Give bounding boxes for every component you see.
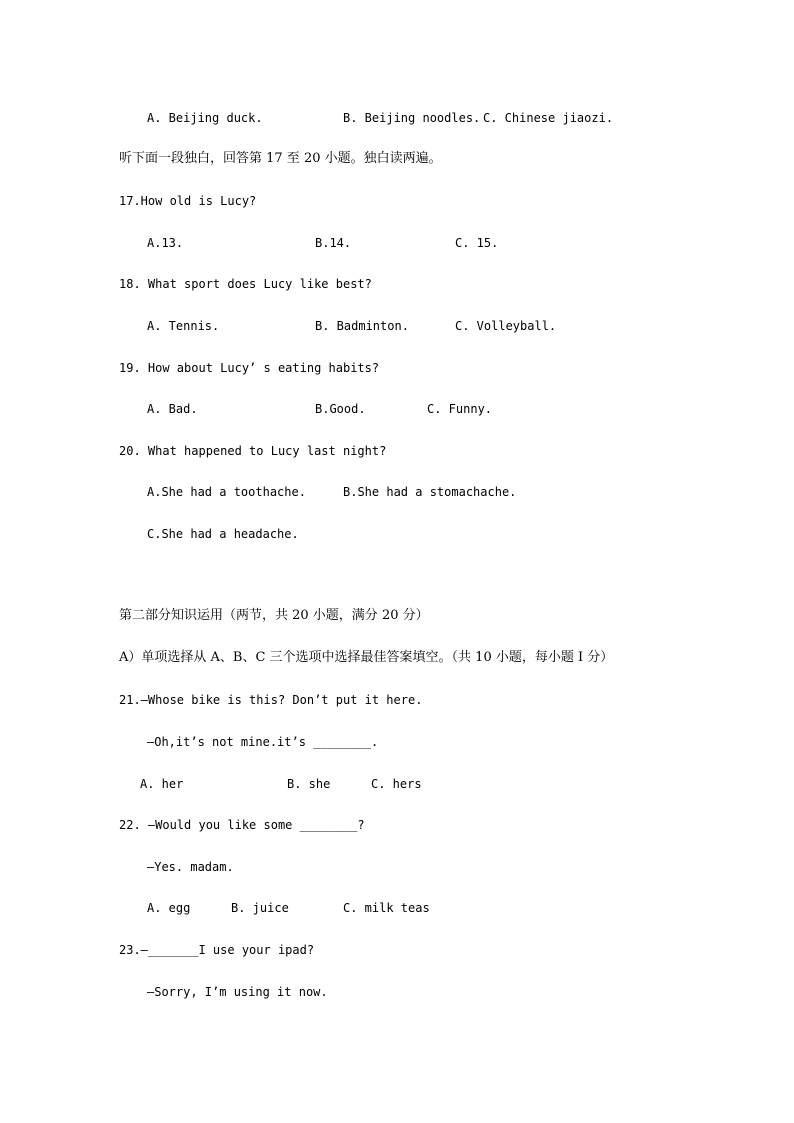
q21-option-a: A. her: [140, 777, 184, 791]
q18-stem: 18. What sport does Lucy like best?: [119, 277, 372, 291]
q22-option-c: C. milk teas: [343, 901, 430, 915]
q21-option-b: B. she: [287, 777, 331, 791]
q16-option-b: B. Beijing noodles.: [343, 111, 481, 125]
q20-stem: 20. What happened to Lucy last night?: [119, 444, 387, 458]
section-a-heading: A）单项选择从 A、B、C 三个选项中选择最佳答案填空。（共 10 小题，每小题 I 分）: [119, 650, 614, 665]
q22-line1: 22. —Would you like some ________?: [119, 818, 365, 832]
listening-monologue-instruction: 听下面一段独白，回答第 17 至 20 小题。独白读两遍。: [119, 151, 442, 166]
q20-option-a: A.She had a toothache.: [147, 485, 306, 499]
q23-line1: 23.—_______I use your ipad?: [119, 943, 315, 957]
q19-stem: 19. How about Lucy’ s eating habits?: [119, 361, 380, 375]
q21-line2: —Oh,it’s not mine.it’s ________.: [147, 735, 379, 749]
q18-option-a: A. Tennis.: [147, 319, 220, 333]
q22-option-b: B. juice: [231, 901, 289, 915]
q18-option-c: C. Volleyball.: [455, 319, 557, 333]
q17-stem: 17.How old is Lucy?: [119, 194, 257, 208]
q23-line2: —Sorry, I’m using it now.: [147, 985, 328, 999]
q20-option-c: C.She had a headache.: [147, 527, 299, 541]
q21-line1: 21.—Whose bike is this? Don’t put it here.: [119, 693, 423, 707]
part2-heading: 第二部分知识运用（两节，共 20 小题，满分 20 分）: [119, 608, 429, 623]
q17-option-a: A.13.: [147, 236, 184, 250]
q19-option-a: A. Bad.: [147, 402, 198, 416]
q19-option-b: B.Good.: [315, 402, 366, 416]
q17-option-b: B.14.: [315, 236, 352, 250]
q20-option-b: B.She had a stomachache.: [343, 485, 517, 499]
q18-option-b: B. Badminton.: [315, 319, 409, 333]
q22-line2: —Yes. madam.: [147, 860, 234, 874]
q16-option-c: C. Chinese jiaozi.: [483, 111, 614, 125]
q21-option-c: C. hers: [371, 777, 422, 791]
q19-option-c: C. Funny.: [427, 402, 493, 416]
q16-option-a: A. Beijing duck.: [147, 111, 263, 125]
q22-option-a: A. egg: [147, 901, 191, 915]
q17-option-c: C. 15.: [455, 236, 499, 250]
